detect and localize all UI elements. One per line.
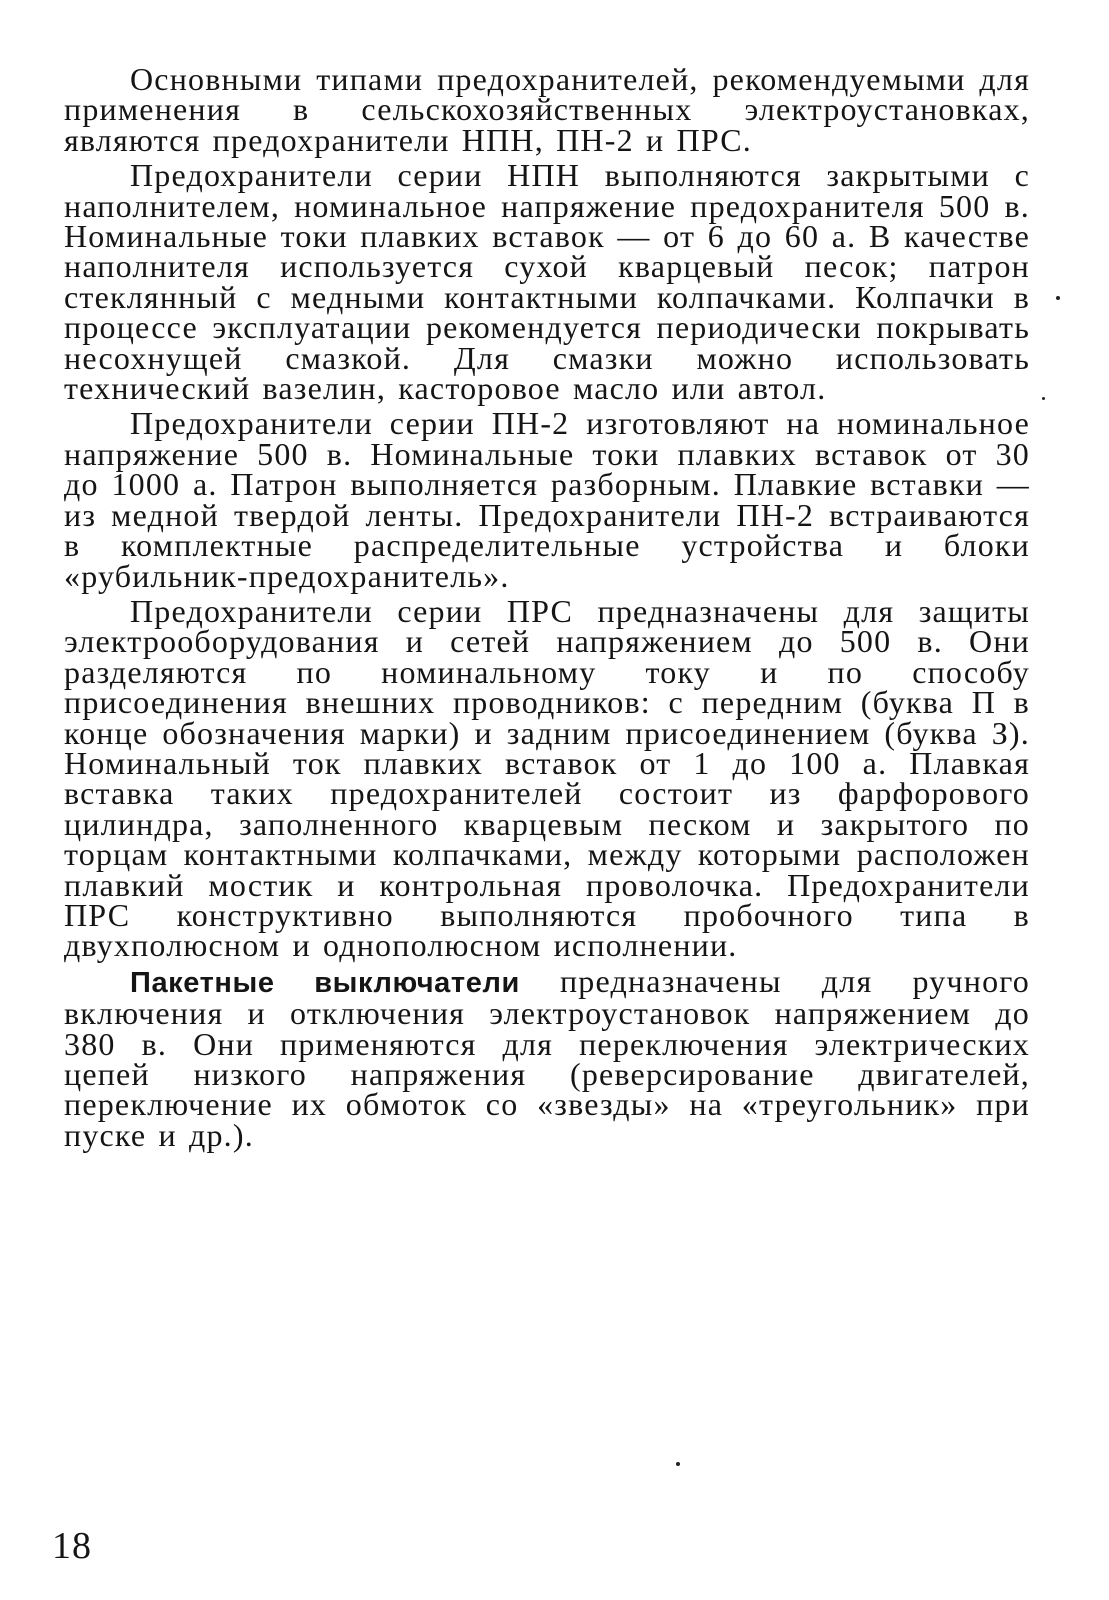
paragraph-fuse-types: [64, 61, 1030, 158]
paragraph-text: Основными типами предохранителей, рекомендуемыми для применения в сельскохозяйственных электроустановках, являются предохранители НПН, ПН-2 и ПРС.: [64, 61, 1030, 158]
paragraph-text: предназначены для ручного включения и отключения электроустановок напряжением до 380 в. Они применяются для переключения электрических цепей низкого напряжения (реверсирование двигателей, переключение их обмоток со «звезды» на «треугольник» при пуске и др.).: [64, 962, 1030, 1153]
paragraph-npn-fuses: [64, 157, 1030, 407]
paragraph-packet-switches: [64, 962, 1030, 1153]
paragraph-text: Предохранители серии ПРС предназначены для защиты электрооборудования и сетей напряжением до 500 в. Они разделяются по номинальному току и по способу присоединения внешних проводников: с передним (буква П в конце обозначения марки) и задним присоединением (буква З). Номинальный ток плавких вставок от 1 до 100 а. Плавкая вставка таких предохранителей состоит из фарфорового цилиндра, заполненного кварцевым песком и закрытого по торцам контактными колпачками, между которыми расположен плавкий мостик и контрольная проволочка. Предохранители ПРС конструктивно выполняются пробочного типа в двухполюсном и однополюсном исполнении.: [64, 592, 1030, 964]
print-speck: [1056, 296, 1060, 300]
paragraph-text: Предохранители серии ПН-2 изготовляют на номинальное напряжение 500 в. Номинальные токи плавких вставок от 30 до 1000 а. Патрон выполняется разборным. Плавкие вставки — из медной твердой ленты. Предохранители ПН-2 встраиваются в комплектные распределительные устройства и блоки «рубильник-предохранитель».: [64, 405, 1030, 594]
paragraph-bold-term: Пакетные выключатели: [130, 966, 520, 999]
paragraph-prs-fuses: [64, 592, 1030, 964]
paragraph-text: Предохранители серии НПН выполняются закрытыми с наполнителем, номинальное напряжение предохранителя 500 в. Номинальные токи плавких вставок — от 6 до 60 а. В качестве наполнителя используется сухой кварцевый песок; патрон стеклянный с медными контактными колпачками. Колпачки в процессе эксплуатации рекомендуется периодически покрывать несохнущей смазкой. Для смазки можно использовать технический вазелин, касторовое масло или автол.: [64, 157, 1030, 407]
page-number: 18: [52, 1525, 92, 1567]
print-speck: [676, 1462, 680, 1466]
page-body: [64, 61, 1030, 1153]
print-speck: [1042, 397, 1045, 400]
paragraph-pn2-fuses: [64, 405, 1030, 594]
